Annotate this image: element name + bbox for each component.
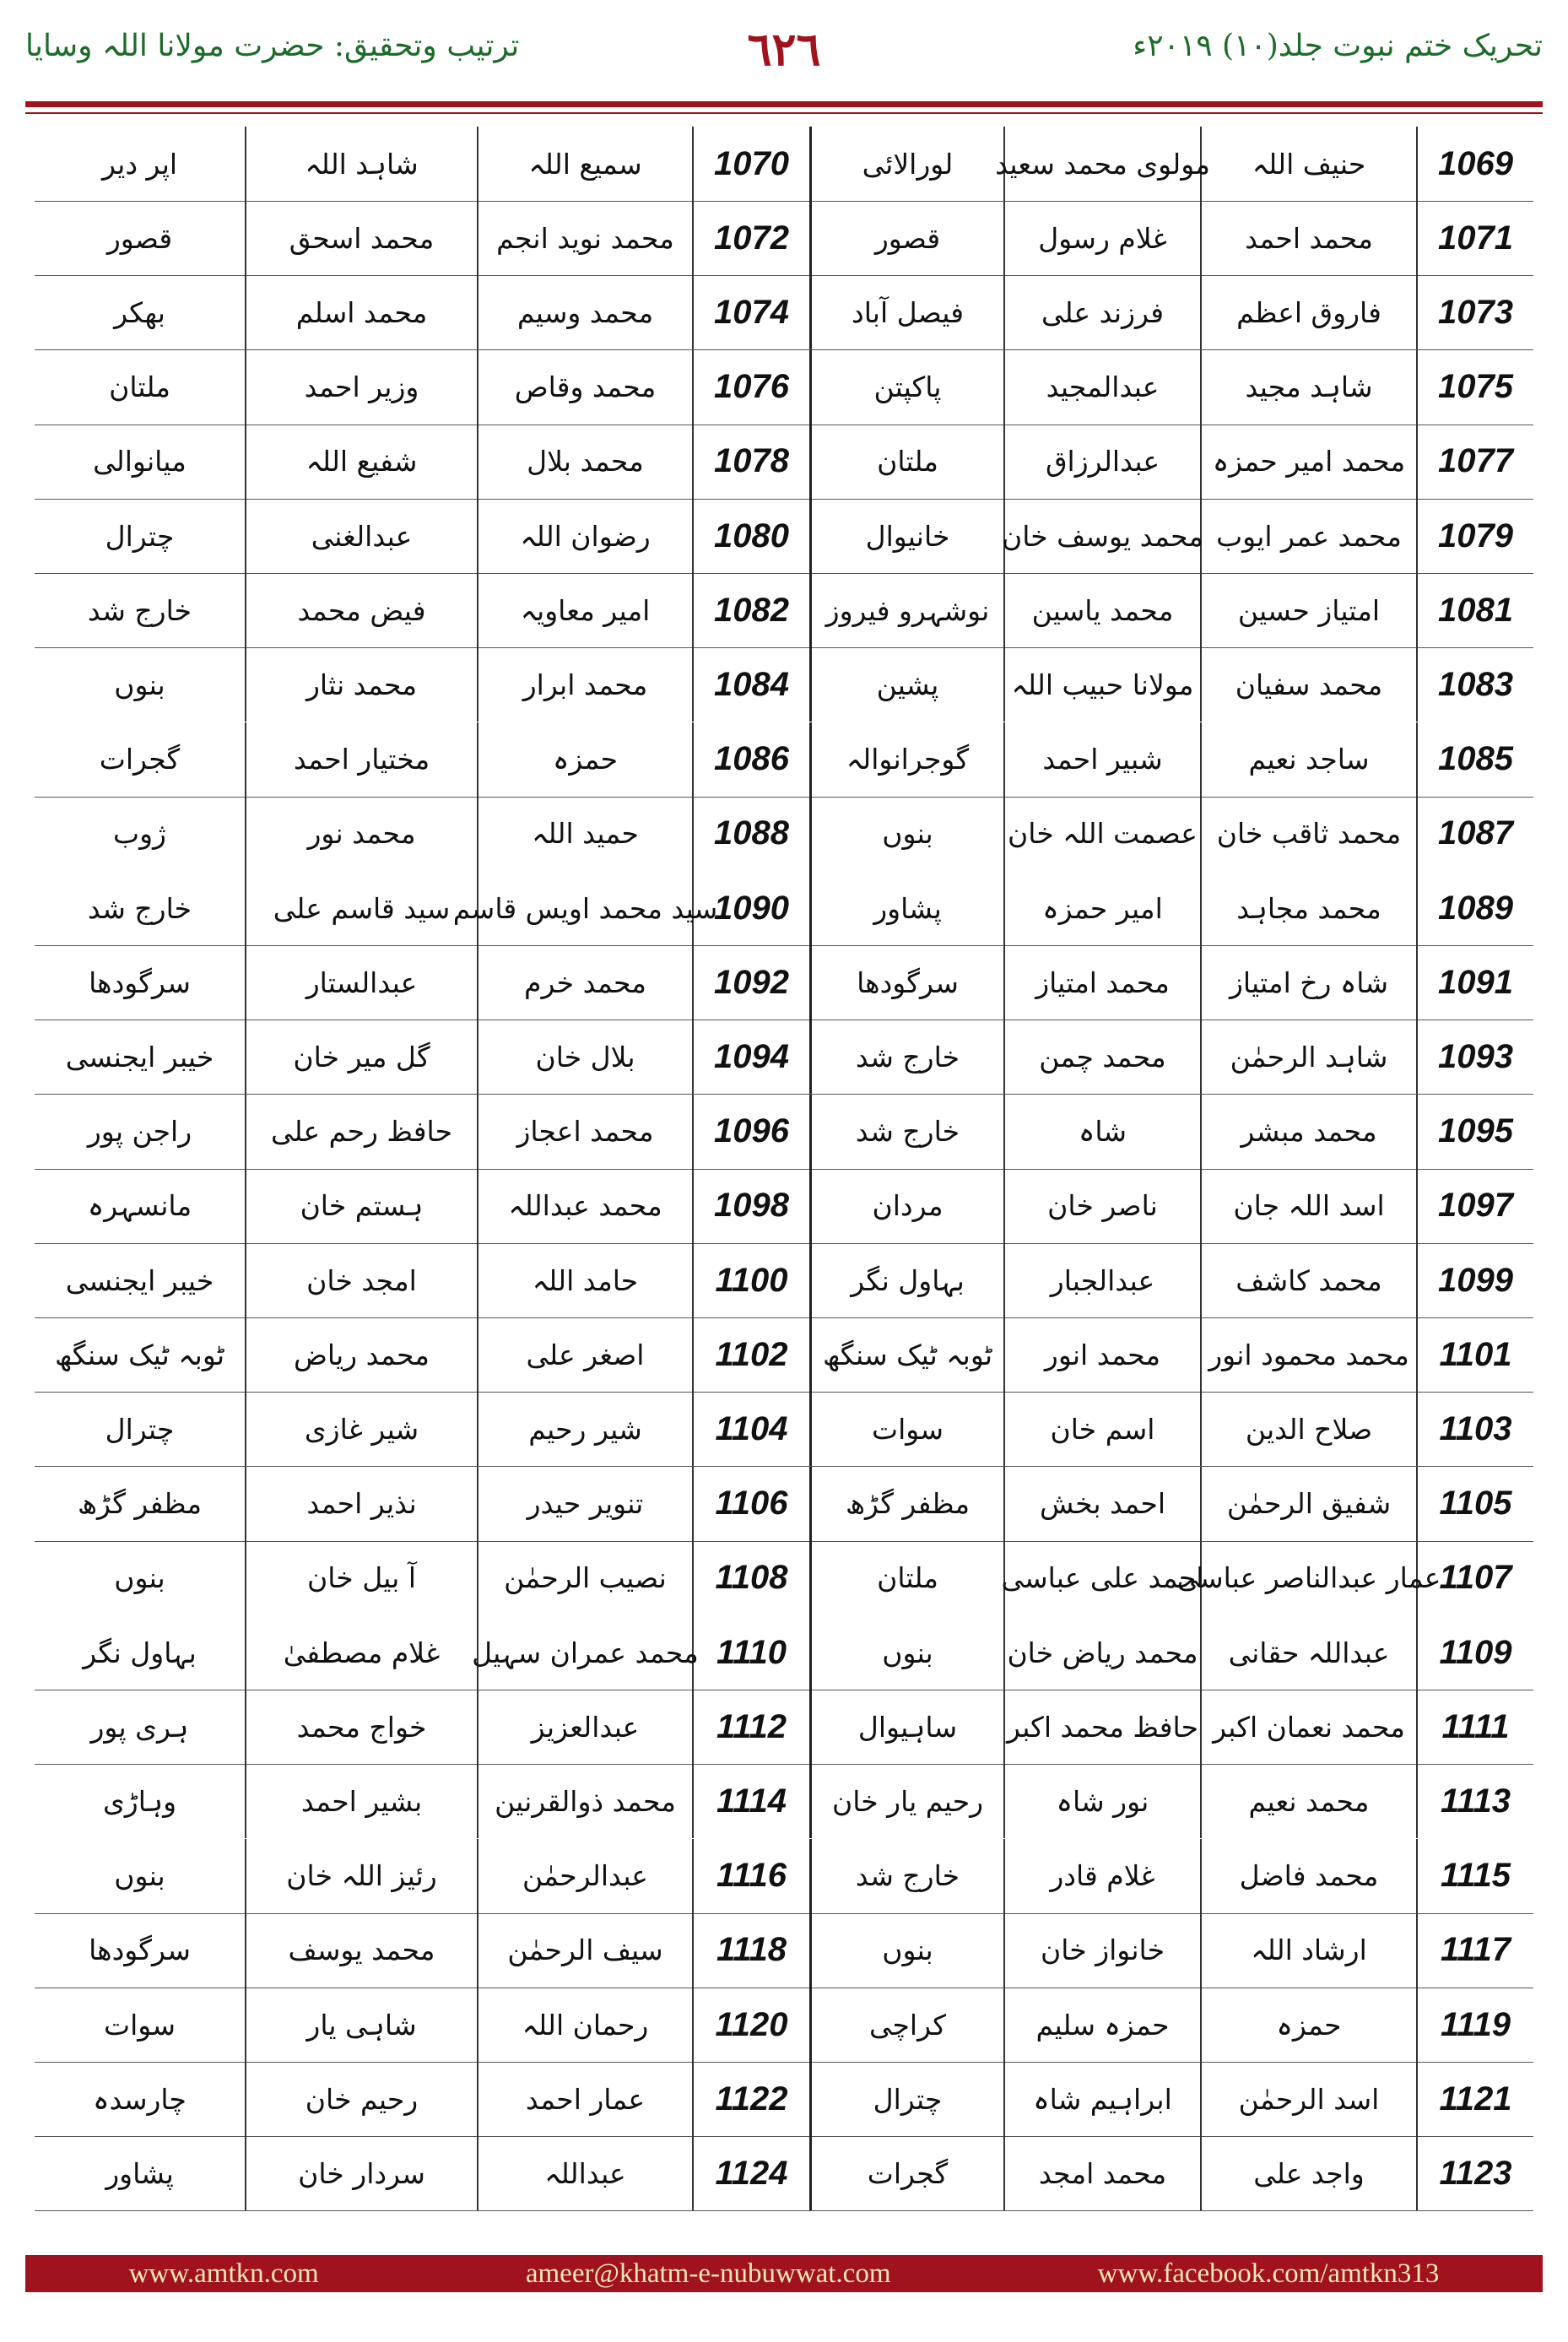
name-right: فاروق اعظم — [1200, 275, 1416, 349]
name-right: عمار عبدالناصر عباسی — [1200, 1541, 1416, 1615]
city-left: وہاڑی — [102, 1784, 177, 1818]
city-right: پشین — [809, 647, 1003, 722]
city-right: مظفر گڑھ — [809, 1467, 1003, 1541]
name-left: سمیع اللہ — [477, 127, 692, 201]
serial-number-left: 1070 — [692, 127, 809, 201]
table-row — [35, 1020, 1533, 1095]
table-row — [35, 1690, 1533, 1765]
footer-email[interactable]: ameer@khatm-e-nubuwwat.com — [525, 2258, 891, 2289]
city-right: بہاول نگر — [809, 1243, 1003, 1317]
city-left: مظفر گڑھ — [77, 1487, 203, 1521]
city-right: فیصل آباد — [809, 275, 1003, 349]
name-left: محمد ابرار — [477, 647, 692, 722]
serial-number-right: 1105 — [1416, 1467, 1533, 1541]
city-right: پشاور — [809, 871, 1003, 945]
serial-number-right: 1121 — [1416, 2062, 1533, 2136]
name-left: محمد بلال — [477, 425, 692, 499]
father-name-left: محمد اسحق — [245, 201, 477, 275]
city-left: ٹوبہ ٹیک سنگھ — [54, 1338, 225, 1371]
father-name-right: محمد ریاض خان — [1003, 1615, 1200, 1690]
book-title: تحریک ختم نبوت جلد(۱۰) ۲۰۱۹ء — [1133, 29, 1543, 63]
father-name-right: احمد علی عباسی — [1003, 1541, 1200, 1615]
father-name-left: آ بیل خان — [245, 1541, 477, 1615]
name-right: اسد الرحمٰن — [1200, 2062, 1416, 2136]
name-left: محمد اعجاز — [477, 1095, 692, 1169]
name-left: رضوان اللہ — [477, 499, 692, 573]
name-left: محمد خرم — [477, 945, 692, 1020]
serial-number-right: 1117 — [1416, 1913, 1533, 1988]
name-right: محمد مجاہد — [1200, 871, 1416, 945]
city-left: ملتان — [109, 371, 170, 404]
father-name-right: شبیر احمد — [1003, 722, 1200, 797]
name-right: امتیاز حسین — [1200, 573, 1416, 647]
name-left: محمد وقاص — [477, 350, 692, 425]
city-left: پشاور — [105, 2156, 174, 2190]
city-left: راجن پور — [87, 1115, 192, 1149]
name-right: محمد ثاقب خان — [1200, 797, 1416, 871]
city-left: میانوالی — [93, 445, 187, 479]
name-left: محمد عمران سہیل — [477, 1615, 692, 1690]
name-right: عبداللہ حقانی — [1200, 1615, 1416, 1690]
father-name-right: احمد بخش — [1003, 1467, 1200, 1541]
header-rule-thin — [25, 112, 1543, 114]
serial-number-left: 1114 — [692, 1764, 809, 1838]
father-name-right: امیر حمزہ — [1003, 871, 1200, 945]
name-right: ارشاد اللہ — [1200, 1913, 1416, 1988]
city-left: خارج شد — [87, 891, 192, 925]
father-name-right: خانواز خان — [1003, 1913, 1200, 1988]
table-row — [35, 1988, 1533, 2063]
city-right: نوشہرو فیروز — [809, 573, 1003, 647]
table-row — [35, 1317, 1533, 1393]
name-left: نصیب الرحمٰن — [477, 1541, 692, 1615]
city-right: لورالائی — [809, 127, 1003, 201]
father-name-right: عبدالمجید — [1003, 350, 1200, 425]
serial-number-right: 1083 — [1416, 647, 1533, 722]
serial-number-left: 1080 — [692, 499, 809, 573]
city-left: بہاول نگر — [83, 1636, 197, 1669]
name-left: بلال خان — [477, 1020, 692, 1094]
table-row — [35, 201, 1533, 276]
father-name-left: مختیار احمد — [245, 722, 477, 797]
city-right: گجرات — [809, 2136, 1003, 2210]
father-name-right: محمد چمن — [1003, 1020, 1200, 1094]
name-left: حامد اللہ — [477, 1243, 692, 1317]
serial-number-right: 1071 — [1416, 201, 1533, 275]
serial-number-right: 1077 — [1416, 425, 1533, 499]
serial-number-left: 1090 — [692, 871, 809, 945]
serial-number-right: 1085 — [1416, 722, 1533, 797]
name-right: محمد محمود انور — [1200, 1317, 1416, 1392]
city-left: ہری پور — [90, 1710, 189, 1744]
city-right: ملتان — [809, 425, 1003, 499]
name-right: محمد فاضل — [1200, 1839, 1416, 1913]
serial-number-right: 1079 — [1416, 499, 1533, 573]
table-row — [35, 2062, 1533, 2137]
father-name-right: محمد امجد — [1003, 2136, 1200, 2210]
serial-number-left: 1124 — [692, 2136, 809, 2210]
serial-number-left: 1096 — [692, 1095, 809, 1169]
city-left: خیبر ایجنسی — [65, 1040, 214, 1074]
city-right: کراچی — [809, 1988, 1003, 2062]
name-left: عبداللہ — [477, 2136, 692, 2210]
name-right: شاہد الرحمٰن — [1200, 1020, 1416, 1094]
city-left: خارج شد — [87, 593, 192, 627]
serial-number-right: 1091 — [1416, 945, 1533, 1020]
city-right: خارج شد — [809, 1839, 1003, 1913]
city-right: پاکپتن — [809, 350, 1003, 425]
serial-number-right: 1113 — [1416, 1764, 1533, 1838]
serial-number-right: 1103 — [1416, 1392, 1533, 1466]
name-right: محمد نعیم — [1200, 1764, 1416, 1838]
name-left: محمد نوید انجم — [477, 201, 692, 275]
serial-number-left: 1084 — [692, 647, 809, 722]
father-name-right: محمد یاسین — [1003, 573, 1200, 647]
table-row — [35, 1764, 1533, 1838]
name-right: شاہد مجید — [1200, 350, 1416, 425]
father-name-right: عبدالجبار — [1003, 1243, 1200, 1317]
serial-number-left: 1102 — [692, 1317, 809, 1392]
city-right: ساہیوال — [809, 1690, 1003, 1764]
father-name-right: حافظ محمد اکبر — [1003, 1690, 1200, 1764]
father-name-right: غلام قادر — [1003, 1839, 1200, 1913]
name-right: محمد نعمان اکبر — [1200, 1690, 1416, 1764]
table-row — [35, 275, 1533, 350]
city-right: مردان — [809, 1169, 1003, 1243]
serial-number-right: 1097 — [1416, 1169, 1533, 1243]
name-right: شفیق الرحمٰن — [1200, 1467, 1416, 1541]
table-row — [35, 1243, 1533, 1318]
table-row — [35, 2136, 1533, 2211]
father-name-right: مولوی محمد سعید — [1003, 127, 1200, 201]
father-name-right: عصمت اللہ خان — [1003, 797, 1200, 871]
serial-number-right: 1089 — [1416, 871, 1533, 945]
serial-number-right: 1109 — [1416, 1615, 1533, 1690]
serial-number-left: 1100 — [692, 1243, 809, 1317]
table-row — [35, 1392, 1533, 1467]
city-right: بنوں — [809, 797, 1003, 871]
city-left: خیبر ایجنسی — [65, 1263, 214, 1297]
serial-number-left: 1092 — [692, 945, 809, 1020]
table-row — [35, 647, 1533, 722]
table-row — [35, 945, 1533, 1020]
city-right: رحیم یار خان — [809, 1764, 1003, 1838]
footer-facebook[interactable]: www.facebook.com/amtkn313 — [1097, 2258, 1440, 2289]
city-left: چترال — [105, 519, 175, 553]
name-right: صلاح الدین — [1200, 1392, 1416, 1466]
name-left: عمار احمد — [477, 2062, 692, 2136]
page-header — [25, 22, 1543, 89]
father-name-right: غلام رسول — [1003, 201, 1200, 275]
name-right: محمد کاشف — [1200, 1243, 1416, 1317]
serial-number-left: 1108 — [692, 1541, 809, 1615]
father-name-right: شاہ — [1003, 1095, 1200, 1169]
father-name-left: بشیر احمد — [245, 1764, 477, 1838]
father-name-right: ابراہیم شاہ — [1003, 2062, 1200, 2136]
name-right: محمد سفیان — [1200, 647, 1416, 722]
serial-number-right: 1099 — [1416, 1243, 1533, 1317]
table-row — [35, 1467, 1533, 1542]
father-name-left: رحیم خان — [245, 2062, 477, 2136]
name-right: محمد امیر حمزہ — [1200, 425, 1416, 499]
city-left: چارسدہ — [93, 2082, 187, 2116]
serial-number-right: 1075 — [1416, 350, 1533, 425]
city-left: بنوں — [114, 668, 165, 701]
serial-number-left: 1106 — [692, 1467, 809, 1541]
table-row — [35, 722, 1533, 798]
page-number: ٦٢٦ — [747, 22, 821, 76]
father-name-left: غلام مصطفیٰ — [245, 1615, 477, 1690]
city-left: اپر دیر — [101, 147, 178, 181]
city-right: سوات — [809, 1392, 1003, 1466]
father-name-right: نور شاہ — [1003, 1764, 1200, 1838]
name-left: تنویر حیدر — [477, 1467, 692, 1541]
serial-number-left: 1116 — [692, 1839, 809, 1913]
father-name-right: حمزہ سلیم — [1003, 1988, 1200, 2062]
serial-number-left: 1086 — [692, 722, 809, 797]
serial-number-left: 1094 — [692, 1020, 809, 1094]
city-right: قصور — [809, 201, 1003, 275]
serial-number-left: 1078 — [692, 425, 809, 499]
serial-number-left: 1110 — [692, 1615, 809, 1690]
table-row — [35, 1615, 1533, 1690]
table-row — [35, 1839, 1533, 1914]
serial-number-left: 1076 — [692, 350, 809, 425]
father-name-left: محمد اسلم — [245, 275, 477, 349]
serial-number-right: 1093 — [1416, 1020, 1533, 1094]
name-left: رحمان اللہ — [477, 1988, 692, 2062]
father-name-left: نذیر احمد — [245, 1467, 477, 1541]
father-name-left: رئیز اللہ خان — [245, 1839, 477, 1913]
name-left: محمد ذوالقرنین — [477, 1764, 692, 1838]
father-name-left: شیر غازی — [245, 1392, 477, 1466]
table-row — [35, 871, 1533, 946]
city-left: چترال — [105, 1412, 175, 1446]
table-row — [35, 573, 1533, 648]
city-right: چترال — [809, 2062, 1003, 2136]
serial-number-right: 1081 — [1416, 573, 1533, 647]
serial-number-left: 1104 — [692, 1392, 809, 1466]
father-name-right: فرزند علی — [1003, 275, 1200, 349]
serial-number-right: 1087 — [1416, 797, 1533, 871]
city-left: سوات — [104, 2008, 176, 2042]
father-name-left: محمد نثار — [245, 647, 477, 722]
father-name-left: شاہی یار — [245, 1988, 477, 2062]
city-left: ژوب — [113, 817, 166, 851]
city-left: قصور — [106, 221, 173, 255]
city-left: گجرات — [99, 743, 181, 776]
name-left: سیف الرحمٰن — [477, 1913, 692, 1988]
father-name-left: سردار خان — [245, 2136, 477, 2210]
table-row — [35, 1541, 1533, 1615]
father-name-left: محمد یوسف — [245, 1913, 477, 1988]
serial-number-right: 1123 — [1416, 2136, 1533, 2210]
city-right: خارج شد — [809, 1020, 1003, 1094]
father-name-left: خواج محمد — [245, 1690, 477, 1764]
city-left: بھکر — [114, 295, 165, 329]
father-name-left: سید قاسم علی — [245, 871, 477, 945]
city-right: بنوں — [809, 1615, 1003, 1690]
father-name-left: امجد خان — [245, 1243, 477, 1317]
name-left: اصغر علی — [477, 1317, 692, 1392]
father-name-left: محمد نور — [245, 797, 477, 871]
serial-number-left: 1072 — [692, 201, 809, 275]
father-name-right: مولانا حبیب اللہ — [1003, 647, 1200, 722]
serial-number-left: 1112 — [692, 1690, 809, 1764]
city-left: بنوں — [114, 1561, 165, 1595]
table-row — [35, 425, 1533, 500]
name-left: شیر رحیم — [477, 1392, 692, 1466]
table-row — [35, 499, 1533, 574]
city-right: سرگودھا — [809, 945, 1003, 1020]
father-name-right: ناصر خان — [1003, 1169, 1200, 1243]
name-left: سید محمد اویس قاسم — [477, 871, 692, 945]
father-name-left: فیض محمد — [245, 573, 477, 647]
father-name-right: محمد امتیاز — [1003, 945, 1200, 1020]
city-right: ٹوبہ ٹیک سنگھ — [809, 1317, 1003, 1392]
father-name-left: شاہد اللہ — [245, 127, 477, 201]
city-left: بنوں — [114, 1859, 165, 1893]
serial-number-left: 1074 — [692, 275, 809, 349]
city-right: بنوں — [809, 1913, 1003, 1988]
name-right: حمزہ — [1200, 1988, 1416, 2062]
city-left: سرگودھا — [89, 965, 191, 999]
name-right: محمد مبشر — [1200, 1095, 1416, 1169]
compiler-credit: ترتیب وتحقیق: حضرت مولانا اللہ وسایا — [25, 29, 520, 63]
city-right: خانیوال — [809, 499, 1003, 573]
table-row — [35, 1913, 1533, 1988]
table-row — [35, 797, 1533, 871]
name-right: اسد اللہ جان — [1200, 1169, 1416, 1243]
name-left: عبدالرحمٰن — [477, 1839, 692, 1913]
father-name-left: گل میر خان — [245, 1020, 477, 1094]
table-row — [35, 1095, 1533, 1170]
names-table — [35, 127, 1533, 2211]
serial-number-right: 1119 — [1416, 1988, 1533, 2062]
serial-number-right: 1101 — [1416, 1317, 1533, 1392]
serial-number-left: 1118 — [692, 1913, 809, 1988]
father-name-left: ہستم خان — [245, 1169, 477, 1243]
name-left: حمید اللہ — [477, 797, 692, 871]
name-left: امیر معاویہ — [477, 573, 692, 647]
table-row — [35, 127, 1533, 202]
serial-number-right: 1073 — [1416, 275, 1533, 349]
name-left: حمزہ — [477, 722, 692, 797]
name-left: عبدالعزیز — [477, 1690, 692, 1764]
name-left: محمد وسیم — [477, 275, 692, 349]
city-right: ملتان — [809, 1541, 1003, 1615]
serial-number-right: 1111 — [1416, 1690, 1533, 1764]
father-name-left: شفیع اللہ — [245, 425, 477, 499]
father-name-left: محمد ریاض — [245, 1317, 477, 1392]
name-right: حنیف اللہ — [1200, 127, 1416, 201]
name-right: محمد احمد — [1200, 201, 1416, 275]
name-right: واجد علی — [1200, 2136, 1416, 2210]
serial-number-left: 1120 — [692, 1988, 809, 2062]
table-row — [35, 350, 1533, 425]
city-right: خارج شد — [809, 1095, 1003, 1169]
name-right: محمد عمر ایوب — [1200, 499, 1416, 573]
table-row — [35, 1169, 1533, 1244]
serial-number-right: 1069 — [1416, 127, 1533, 201]
serial-number-left: 1122 — [692, 2062, 809, 2136]
serial-number-left: 1088 — [692, 797, 809, 871]
serial-number-right: 1095 — [1416, 1095, 1533, 1169]
city-left: سرگودھا — [89, 1934, 191, 1967]
father-name-right: محمد یوسف خان — [1003, 499, 1200, 573]
father-name-left: عبدالغنی — [245, 499, 477, 573]
serial-number-left: 1082 — [692, 573, 809, 647]
header-rule-thick — [25, 101, 1543, 107]
name-left: محمد عبداللہ — [477, 1169, 692, 1243]
page-footer — [25, 2255, 1543, 2292]
serial-number-right: 1115 — [1416, 1839, 1533, 1913]
father-name-left: وزیر احمد — [245, 350, 477, 425]
city-right: گوجرانوالہ — [809, 722, 1003, 797]
father-name-right: عبدالرزاق — [1003, 425, 1200, 499]
name-right: ساجد نعیم — [1200, 722, 1416, 797]
footer-website[interactable]: www.amtkn.com — [128, 2258, 319, 2289]
father-name-right: محمد انور — [1003, 1317, 1200, 1392]
father-name-left: حافظ رحم علی — [245, 1095, 477, 1169]
city-left: مانسہرہ — [87, 1189, 192, 1223]
name-right: شاہ رخ امتیاز — [1200, 945, 1416, 1020]
serial-number-left: 1098 — [692, 1169, 809, 1243]
father-name-right: اسم خان — [1003, 1392, 1200, 1466]
father-name-left: عبدالستار — [245, 945, 477, 1020]
serial-number-right: 1107 — [1416, 1541, 1533, 1615]
